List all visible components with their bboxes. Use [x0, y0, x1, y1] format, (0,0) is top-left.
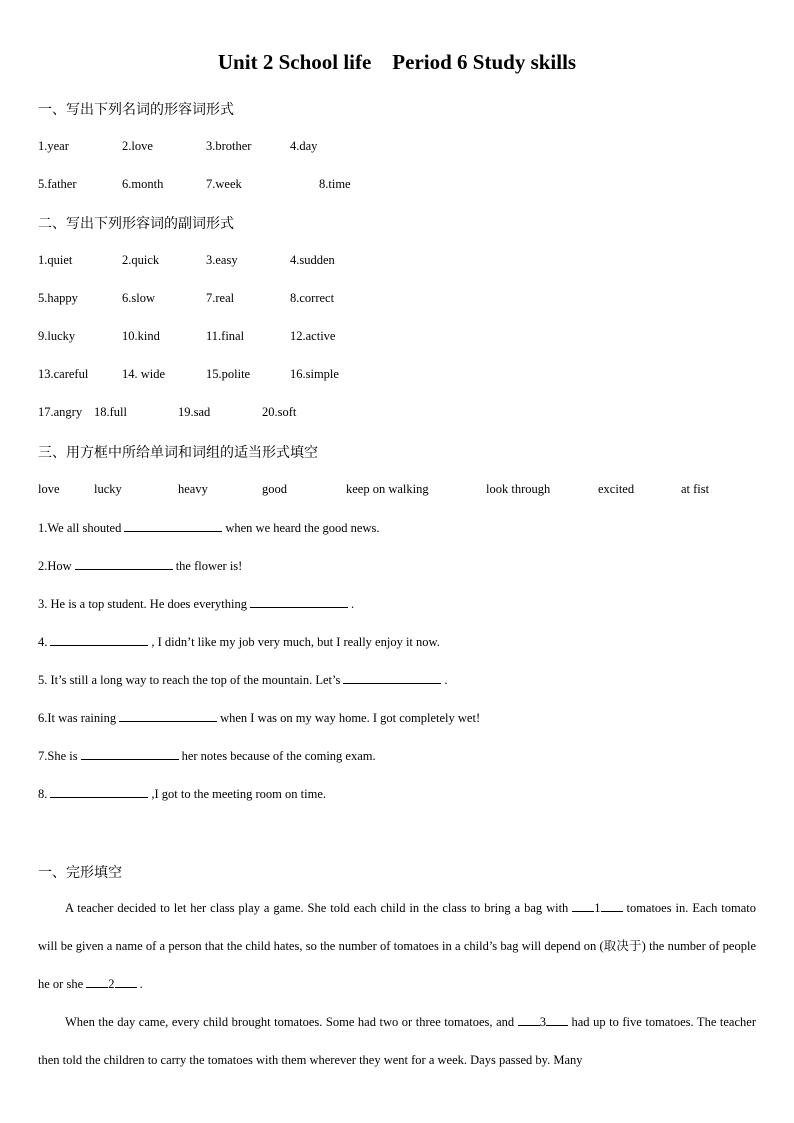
section3-heading: 三、用方框中所给单词和词组的适当形式填空: [38, 445, 318, 461]
sentence-text: 4.: [38, 635, 48, 649]
sentence-6: [38, 710, 480, 726]
cloze-blank-line: [601, 900, 623, 912]
word-item: 6.month: [122, 177, 164, 191]
sentence-text: the flower is!: [175, 559, 243, 573]
word-item: 2.quick: [122, 253, 160, 267]
word-item: 4.sudden: [290, 253, 335, 267]
word-box: [38, 482, 758, 498]
word-item: 5.happy: [38, 291, 78, 305]
section2-row-4: [38, 367, 758, 383]
word-box-item: lucky: [94, 482, 122, 496]
answer-blank[interactable]: [250, 596, 348, 608]
sentence-text: 3. He is a top student. He does everything: [38, 597, 247, 611]
word-item: 6.slow: [122, 291, 155, 305]
answer-blank[interactable]: [50, 634, 148, 646]
word-item: 9.lucky: [38, 329, 76, 343]
section1-heading: 一、写出下列名词的形容词形式: [38, 102, 234, 118]
cloze-paragraph-2: [38, 1003, 756, 1079]
sentence-text: .: [444, 673, 448, 687]
cloze-blank-line: [115, 976, 137, 988]
word-item: 3.easy: [206, 253, 238, 267]
cloze-blank-line: [86, 976, 108, 988]
cloze-blank-line: [572, 900, 594, 912]
section2-row-3: [38, 329, 758, 345]
answer-blank[interactable]: [75, 558, 173, 570]
word-box-item: excited: [598, 482, 635, 496]
word-item: 5.father: [38, 177, 77, 191]
word-item: 10.kind: [122, 329, 160, 343]
sentence-text: 5. It’s still a long way to reach the top of the mountain. Let’s: [38, 673, 341, 687]
paragraph-text: When the day came, every child brought tomatoes. Some had two or three tomatoes, and: [65, 1015, 518, 1029]
word-item: 7.real: [206, 291, 235, 305]
word-item: 8.time: [319, 177, 351, 191]
sentence-1: [38, 520, 379, 536]
word-item: 19.sad: [178, 405, 211, 419]
sentence-2: [38, 558, 242, 574]
word-item: 16.simple: [290, 367, 339, 381]
answer-blank[interactable]: [119, 710, 217, 722]
answer-blank[interactable]: [81, 748, 179, 760]
paragraph-text: tomatoes in. Each tomato will be given a name of a person that the child hates, so the number of tomatoes in a child’s bag will depend on (: [38, 901, 756, 953]
word-box-item: keep on walking: [346, 482, 429, 496]
sentence-text: .: [350, 597, 355, 611]
section2-row-1: [38, 253, 758, 269]
paragraph-text: A teacher decided to let her class play a game. She told each child in the class to bring a bag with: [65, 901, 573, 915]
section1-row-2: [38, 177, 758, 193]
word-item: 18.full: [94, 405, 127, 419]
word-item: 1.quiet: [38, 253, 73, 267]
cloze-heading: 一、完形填空: [38, 865, 122, 881]
sentence-8: [38, 786, 326, 802]
sentence-text: 7.She is: [38, 749, 78, 763]
sentence-text: 1.We all shouted: [38, 521, 122, 535]
cloze-blank-number[interactable]: 2: [108, 977, 115, 991]
word-box-item: look through: [486, 482, 551, 496]
cloze-blank-number[interactable]: 1: [594, 901, 601, 915]
paragraph-text: .: [136, 977, 143, 991]
sentence-text: 8.: [38, 787, 48, 801]
section2-heading: 二、写出下列形容词的副词形式: [38, 216, 234, 232]
word-item: 4.day: [290, 139, 318, 153]
cloze-blank-line: [546, 1014, 568, 1026]
word-item: 13.careful: [38, 367, 89, 381]
word-item: 20.soft: [262, 405, 297, 419]
section2-row-5: [38, 405, 758, 421]
sentence-4: [38, 634, 440, 650]
sentence-text: her notes because of the coming exam.: [181, 749, 376, 763]
sentence-3: [38, 596, 354, 612]
word-item: 7.week: [206, 177, 242, 191]
sentence-text: 6.It was raining: [38, 711, 117, 725]
word-box-item: at fist: [681, 482, 710, 496]
section2-row-2: [38, 291, 758, 307]
word-box-item: heavy: [178, 482, 208, 496]
word-item: 12.active: [290, 329, 336, 343]
word-box-item: good: [262, 482, 287, 496]
sentence-7: [38, 748, 376, 764]
section1-row-1: [38, 139, 758, 155]
page-title: Unit 2 School life Period 6 Study skills: [217, 50, 577, 74]
word-item: 8.correct: [290, 291, 335, 305]
word-item: 1.year: [38, 139, 69, 153]
sentence-text: when I was on my way home. I got completely wet!: [220, 711, 481, 725]
sentence-text: , I didn’t like my job very much, but I really enjoy it now.: [151, 635, 440, 649]
word-item: 2.love: [122, 139, 153, 153]
answer-blank[interactable]: [50, 786, 148, 798]
cloze-blank-number[interactable]: 3: [539, 1015, 546, 1029]
word-item: 11.final: [206, 329, 245, 343]
paragraph-text-cn: 取决于: [603, 938, 642, 953]
cloze-paragraph-1: [38, 889, 756, 1003]
paragraph-text: had up to five tomatoes. The teacher then told the children to carry the tomatoes with them wherever they went for a week. Days passed by. Many: [38, 1015, 756, 1067]
word-box-item: love: [38, 482, 60, 496]
paragraph-text: ) the number of people he or she: [38, 939, 756, 991]
answer-blank[interactable]: [343, 672, 441, 684]
cloze-blank-line: [518, 1014, 540, 1026]
sentence-text: when we heard the good news.: [225, 521, 380, 535]
word-item: 17.angry: [38, 405, 83, 419]
word-item: 3.brother: [206, 139, 252, 153]
sentence-5: [38, 672, 448, 688]
answer-blank[interactable]: [124, 520, 222, 532]
sentence-text: 2.How: [38, 559, 72, 573]
word-item: 15.polite: [206, 367, 251, 381]
word-item: 14. wide: [122, 367, 166, 381]
sentence-text: ,I got to the meeting room on time.: [151, 787, 326, 801]
